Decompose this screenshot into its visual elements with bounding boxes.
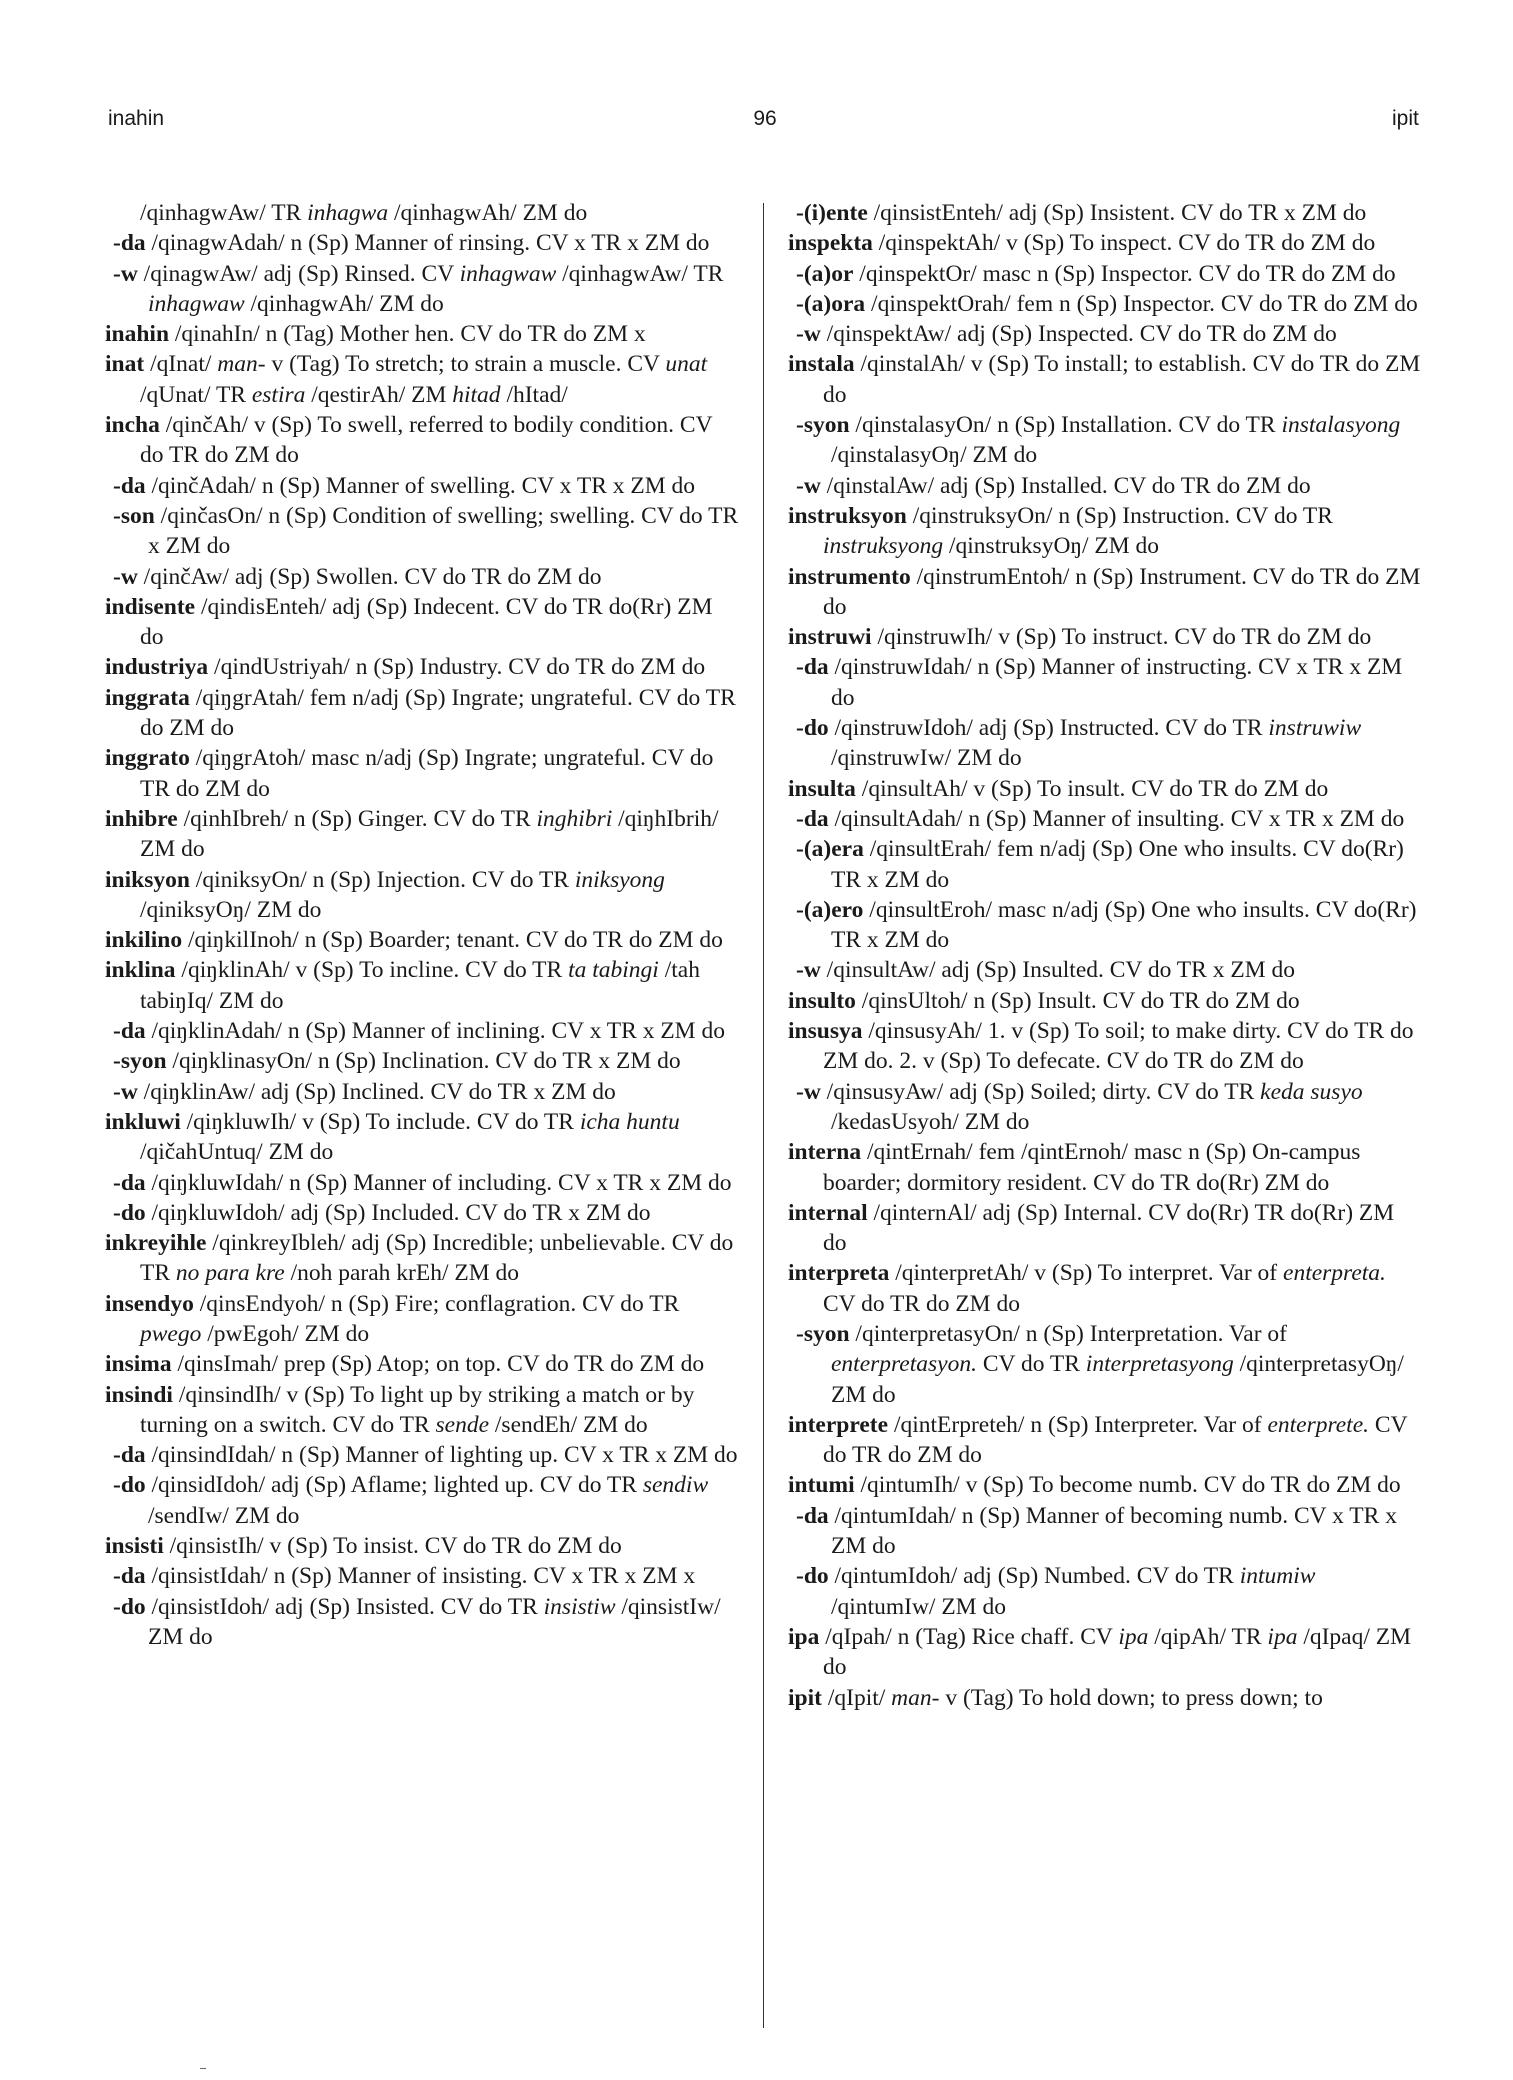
headword: interprete xyxy=(788,1411,889,1438)
definition-text: /qinsistIh/ v (Sp) To insist. CV do TR do ZM do xyxy=(163,1533,622,1560)
definition-text: /qinagwAdah/ n (Sp) Manner of rinsing. CV x TR x ZM do xyxy=(145,230,710,257)
definition-text: /sendIw/ ZM do xyxy=(148,1502,300,1529)
definition-text: /qinstalAw/ adj (Sp) Installed. CV do TR do ZM do xyxy=(820,472,1311,499)
headword: -w xyxy=(796,472,821,499)
definition-text: /qinspektOrah/ fem n (Sp) Inspector. CV do TR do ZM do xyxy=(865,290,1418,317)
dictionary-subentry xyxy=(105,1046,740,1076)
definition-text: /qinsEndyoh/ n (Sp) Fire; conflagration. CV do TR xyxy=(193,1290,680,1317)
definition-text: /qiŋhIbrih/ ZM do xyxy=(140,805,719,863)
cognate-form: ta tabingi xyxy=(568,957,659,984)
dictionary-subentry xyxy=(105,228,740,258)
definition-text: /qindisEnteh/ adj (Sp) Indecent. CV do TR do(Rr) ZM do xyxy=(140,593,713,651)
definition-text: /qinčAh/ v (Sp) To swell, referred to bodily condition. CV do TR do ZM do xyxy=(140,412,713,469)
dictionary-entry xyxy=(788,1410,1423,1471)
definition-text: /qinsistIw/ ZM do xyxy=(148,1593,721,1650)
dictionary-entry xyxy=(105,652,740,682)
dictionary-entry xyxy=(788,1622,1423,1683)
dictionary-entry xyxy=(788,228,1423,258)
dictionary-entry xyxy=(788,774,1423,804)
definition-text: /qiŋkilInoh/ n (Sp) Boarder; tenant. CV do TR do ZM do xyxy=(182,927,723,954)
dictionary-entry xyxy=(788,1137,1423,1198)
definition-text: /qinsultErah/ fem n/adj (Sp) One who insults. CV do(Rr) TR x ZM do xyxy=(831,836,1404,893)
headword: instala xyxy=(788,351,855,378)
headword: -da xyxy=(113,1442,146,1469)
definition-text: /qinterpretasyOn/ n (Sp) Interpretation. Var of xyxy=(849,1320,1288,1347)
headword: -syon xyxy=(796,1320,850,1347)
cognate-form: insistiw xyxy=(543,1593,616,1620)
definition-text: /qinspektAw/ adj (Sp) Inspected. CV do TR do ZM do xyxy=(820,321,1337,348)
dictionary-subentry xyxy=(788,834,1423,895)
cognate-form: hitad xyxy=(452,381,501,408)
headword: -(a)ora xyxy=(796,290,866,317)
definition-text: /qestirAh/ ZM xyxy=(305,381,453,408)
definition-text: /tah tabiŋIq/ ZM do xyxy=(140,957,700,1014)
definition-text: /qinterpretAh/ v (Sp) To interpret. Var of xyxy=(889,1260,1284,1287)
dictionary-entry xyxy=(788,1016,1423,1077)
definition-text: /qinčasOn/ n (Sp) Condition of swelling; swelling. CV do TR x ZM do xyxy=(148,502,739,560)
headword: insima xyxy=(105,1351,172,1378)
dictionary-entry xyxy=(105,349,740,410)
headword: interpreta xyxy=(788,1260,890,1287)
dictionary-subentry xyxy=(788,471,1423,501)
dictionary-subentry xyxy=(105,1168,740,1198)
headword: -do xyxy=(113,1472,146,1499)
headword: internal xyxy=(788,1199,868,1226)
definition-text: /qičahUntuq/ ZM do xyxy=(140,1139,334,1166)
headword: -do xyxy=(796,715,829,742)
dictionary-entry xyxy=(788,501,1423,562)
headword: -w xyxy=(113,260,138,287)
cognate-form: inhagwaw xyxy=(459,260,557,287)
headword: inkreyihle xyxy=(105,1230,207,1257)
headword: inahin xyxy=(105,321,170,348)
headword: -w xyxy=(113,563,138,590)
definition-text: /noh parah krEh/ ZM do xyxy=(284,1260,519,1287)
headword: insulto xyxy=(788,987,856,1014)
headword: industriya xyxy=(105,654,209,681)
cognate-form: iniksyong xyxy=(574,866,665,893)
left-column xyxy=(105,198,740,1652)
cognate-form: inghibri xyxy=(536,805,613,832)
dictionary-entry xyxy=(105,865,740,926)
headword: inhibre xyxy=(105,805,178,832)
definition-text: /qinsusyAw/ adj (Sp) Soiled; dirty. CV do TR xyxy=(820,1078,1261,1105)
headword: -da xyxy=(796,654,829,681)
dictionary-subentry xyxy=(105,1440,740,1470)
definition-text: /qinsindIh/ v (Sp) To light up by striking a match or by turning on a switch. CV do TR xyxy=(140,1381,695,1438)
cognate-form: intumiw xyxy=(1239,1563,1316,1590)
definition-text: /qiniksyOŋ/ ZM do xyxy=(140,896,322,923)
dictionary-subentry xyxy=(788,319,1423,349)
cognate-form: unat xyxy=(665,351,708,378)
definition-text: /qiŋklinAh/ v (Sp) To incline. CV do TR xyxy=(175,957,569,984)
cognate-form: man- xyxy=(891,1684,940,1711)
footer-mark xyxy=(200,2068,206,2069)
dictionary-subentry xyxy=(105,1470,740,1531)
cognate-form: ipa xyxy=(1267,1623,1298,1650)
dictionary-subentry xyxy=(788,1319,1423,1410)
cognate-form: enterpreta. xyxy=(1283,1260,1386,1287)
definition-text: /qintumIdah/ n (Sp) Manner of becoming numb. CV x TR x ZM do xyxy=(828,1502,1397,1560)
definition-text: /qinspektAh/ v (Sp) To inspect. CV do TR do ZM do xyxy=(872,230,1376,257)
definition-text: /qinstruksyOn/ n (Sp) Instruction. CV do TR xyxy=(906,502,1333,529)
headword: -w xyxy=(113,1078,138,1105)
dictionary-entry xyxy=(105,1107,740,1168)
dictionary-entry xyxy=(105,592,740,653)
dictionary-entry xyxy=(105,1380,740,1441)
dictionary-subentry xyxy=(105,501,740,562)
dictionary-subentry xyxy=(105,198,740,228)
definition-text: /qinterpretasyOŋ/ ZM do xyxy=(831,1351,1404,1408)
definition-text: /qiniksyOn/ n (Sp) Injection. CV do TR xyxy=(189,866,575,893)
headword: insisti xyxy=(105,1533,164,1560)
headword: -da xyxy=(113,1563,146,1590)
definition-text: /qUnat/ TR xyxy=(140,381,252,408)
dictionary-entry xyxy=(788,349,1423,410)
dictionary-subentry xyxy=(788,895,1423,956)
dictionary-entry xyxy=(788,1683,1423,1713)
headword: -da xyxy=(113,1169,146,1196)
definition-text: /qiŋkluwIdah/ n (Sp) Manner of including. CV x TR x ZM do xyxy=(145,1169,732,1196)
headword: -(a)era xyxy=(796,836,864,863)
definition-text: /qinhagwAh/ ZM do xyxy=(244,290,444,317)
definition-text: /qinstruwIdah/ n (Sp) Manner of instructing. CV x TR x ZM do xyxy=(828,654,1403,711)
dictionary-entry xyxy=(105,319,740,349)
definition-text: /qindUstriyah/ n (Sp) Industry. CV do TR do ZM do xyxy=(208,654,706,681)
dictionary-subentry xyxy=(788,198,1423,228)
definition-text: /qinstrumEntoh/ n (Sp) Instrument. CV do TR do ZM do xyxy=(823,563,1421,620)
cognate-form: enterprete. xyxy=(1267,1411,1370,1438)
dictionary-entry xyxy=(105,743,740,804)
headword: iniksyon xyxy=(105,866,190,893)
cognate-form: enterpretasyon. xyxy=(831,1351,977,1378)
definition-text: /qinagwAw/ adj (Sp) Rinsed. CV xyxy=(137,260,460,287)
cognate-form: instalasyong xyxy=(1281,412,1401,439)
definition-text: /qiŋgrAtoh/ masc n/adj (Sp) Ingrate; ungrateful. CV do TR do ZM do xyxy=(140,745,714,802)
definition-text: /qiŋkluwIh/ v (Sp) To include. CV do TR xyxy=(180,1108,580,1135)
dictionary-entry xyxy=(105,1289,740,1350)
definition-text: /qinsultAw/ adj (Sp) Insulted. CV do TR x ZM do xyxy=(820,957,1295,984)
definition-text: /qinstruksyOŋ/ ZM do xyxy=(943,533,1160,560)
definition-text: CV do TR do ZM do xyxy=(823,1411,1408,1469)
definition-text: /qinsistIdoh/ adj (Sp) Insisted. CV do TR xyxy=(145,1593,544,1620)
definition-text: v (Tag) To stretch; to strain a muscle. CV xyxy=(265,351,666,378)
definition-text: /qIpah/ n (Tag) Rice chaff. CV xyxy=(819,1623,1119,1650)
dictionary-entry xyxy=(105,1349,740,1379)
cognate-form: sende xyxy=(435,1411,490,1438)
running-head-left: inahin xyxy=(108,107,165,130)
definition-text: /qiŋklinasyOn/ n (Sp) Inclination. CV do TR x ZM do xyxy=(166,1048,681,1075)
definition-text: /qinsindIdah/ n (Sp) Manner of lighting up. CV x TR x ZM do xyxy=(145,1442,738,1469)
dictionary-entry xyxy=(105,955,740,1016)
dictionary-entry xyxy=(788,1198,1423,1259)
definition-text: /qinsultAh/ v (Sp) To insult. CV do TR do ZM do xyxy=(855,775,1329,802)
definition-text: /qintumIw/ ZM do xyxy=(831,1593,1006,1620)
headword: -da xyxy=(113,230,146,257)
definition-text: /qinkreyIbleh/ adj (Sp) Incredible; unbelievable. CV do TR xyxy=(140,1230,734,1287)
headword: inspekta xyxy=(788,230,873,257)
definition-text: CV do TR do ZM do xyxy=(823,1290,1020,1317)
definition-text: /sendEh/ ZM do xyxy=(489,1411,648,1438)
cognate-form: icha huntu xyxy=(579,1108,680,1135)
dictionary-entry xyxy=(105,1228,740,1289)
headword: ipit xyxy=(788,1684,822,1711)
headword: interna xyxy=(788,1139,862,1166)
cognate-form: inhagwa xyxy=(307,200,389,226)
dictionary-subentry xyxy=(788,1077,1423,1138)
headword: intumi xyxy=(788,1472,855,1499)
definition-text: /qinsidIdoh/ adj (Sp) Aflame; lighted up. CV do TR xyxy=(145,1472,643,1499)
cognate-form: no para kre xyxy=(175,1260,285,1287)
cognate-form: pwego xyxy=(140,1320,202,1347)
definition-text: /qinstruwIw/ ZM do xyxy=(831,745,1022,772)
dictionary-subentry xyxy=(105,1016,740,1046)
headword: instruksyon xyxy=(788,502,907,529)
headword: ipa xyxy=(788,1623,820,1650)
definition-text: /qinhagwAh/ ZM do xyxy=(388,200,588,226)
headword: inklina xyxy=(105,957,176,984)
definition-text: /qiŋklinAdah/ n (Sp) Manner of inclining. CV x TR x ZM do xyxy=(145,1018,725,1045)
cognate-form: interpretasyong xyxy=(1085,1351,1234,1378)
page-number: 96 xyxy=(753,107,777,130)
dictionary-subentry xyxy=(788,1501,1423,1562)
dictionary-subentry xyxy=(788,259,1423,289)
headword: inat xyxy=(105,351,145,378)
dictionary-entry xyxy=(788,1470,1423,1500)
dictionary-subentry xyxy=(788,804,1423,834)
definition-text: /qinsistIdah/ n (Sp) Manner of insisting. CV x TR x ZM x xyxy=(145,1563,696,1590)
headword: -da xyxy=(796,1502,829,1529)
cognate-form: sendiw xyxy=(642,1472,709,1499)
definition-text: /qIpit/ xyxy=(821,1684,892,1711)
definition-text: /qinternAl/ adj (Sp) Internal. CV do(Rr) TR do(Rr) ZM do xyxy=(823,1199,1395,1257)
definition-text: /qinstalasyOŋ/ ZM do xyxy=(831,442,1038,469)
dictionary-entry xyxy=(105,410,740,471)
definition-text: /hItad/ xyxy=(500,381,568,408)
headword: -w xyxy=(796,1078,821,1105)
dictionary-entry xyxy=(105,1531,740,1561)
headword: -(a)or xyxy=(796,260,854,287)
definition-text: /qintumIh/ v (Sp) To become numb. CV do TR do ZM do xyxy=(854,1472,1401,1499)
dictionary-subentry xyxy=(105,259,740,320)
definition-text: CV do TR xyxy=(976,1351,1086,1378)
definition-text: /qiŋgrAtah/ fem n/adj (Sp) Ingrate; ungrateful. CV do TR do ZM do xyxy=(140,684,736,742)
dictionary-subentry xyxy=(105,562,740,592)
dictionary-entry xyxy=(788,1258,1423,1319)
dictionary-subentry xyxy=(788,410,1423,471)
headword: inkilino xyxy=(105,927,183,954)
column-divider xyxy=(763,203,764,2028)
definition-text: v (Tag) To hold down; to press down; to xyxy=(939,1684,1323,1711)
dictionary-entry xyxy=(105,925,740,955)
headword: -(a)ero xyxy=(796,896,864,923)
headword: -da xyxy=(113,472,146,499)
definition-text: /qinsusyAh/ 1. v (Sp) To soil; to make dirty. CV do TR do ZM do. 2. v (Sp) To defecate. CV do TR do ZM do xyxy=(823,1018,1414,1075)
headword: -son xyxy=(113,502,155,529)
dictionary-subentry xyxy=(788,1561,1423,1622)
headword: incha xyxy=(105,412,160,439)
definition-text: /qinčAdah/ n (Sp) Manner of swelling. CV x TR x ZM do xyxy=(145,472,696,499)
dictionary-subentry xyxy=(105,1561,740,1591)
dictionary-subentry xyxy=(788,955,1423,985)
definition-text: /qinsistEnteh/ adj (Sp) Insistent. CV do TR x ZM do xyxy=(867,200,1367,226)
headword: -w xyxy=(796,321,821,348)
headword: inggrata xyxy=(105,684,190,711)
dictionary-subentry xyxy=(105,1198,740,1228)
definition-text: /qinsultAdah/ n (Sp) Manner of insulting. CV x TR x ZM do xyxy=(828,805,1405,832)
headword: indisente xyxy=(105,593,196,620)
headword: -syon xyxy=(113,1048,167,1075)
headword: insusya xyxy=(788,1018,863,1045)
definition-text: /qinstruwIdoh/ adj (Sp) Instructed. CV do TR xyxy=(828,715,1269,742)
headword: -do xyxy=(796,1563,829,1590)
definition-text: /qinstruwIh/ v (Sp) To instruct. CV do TR do ZM do xyxy=(871,624,1372,651)
definition-text: /kedasUsyoh/ ZM do xyxy=(831,1108,1030,1135)
dictionary-entry xyxy=(105,804,740,865)
headword: -do xyxy=(113,1593,146,1620)
definition-text: /qinstalasyOn/ n (Sp) Installation. CV do TR xyxy=(849,412,1282,439)
cognate-form: keda susyo xyxy=(1260,1078,1363,1105)
definition-text: /qinsImah/ prep (Sp) Atop; on top. CV do TR do ZM do xyxy=(171,1351,705,1378)
headword: inkluwi xyxy=(105,1108,181,1135)
definition-text: /qinsultEroh/ masc n/adj (Sp) One who insults. CV do(Rr) TR x ZM do xyxy=(831,896,1417,954)
headword: insulta xyxy=(788,775,856,802)
definition-text: /qinspektOr/ masc n (Sp) Inspector. CV do TR do ZM do xyxy=(853,260,1396,287)
cognate-form: inhagwaw xyxy=(148,290,245,317)
headword: inggrato xyxy=(105,745,190,772)
dictionary-subentry xyxy=(105,1592,740,1653)
definition-text: /qInat/ xyxy=(144,351,218,378)
headword: instrumento xyxy=(788,563,911,590)
cognate-form: man- xyxy=(217,351,266,378)
headword: -w xyxy=(796,957,821,984)
headword: -(i)ente xyxy=(796,200,868,226)
right-column xyxy=(788,198,1423,1713)
headword: instruwi xyxy=(788,624,872,651)
dictionary-entry xyxy=(788,622,1423,652)
definition-text: /qintErpreteh/ n (Sp) Interpreter. Var of xyxy=(888,1411,1268,1438)
headword: insindi xyxy=(105,1381,173,1408)
headword: -da xyxy=(113,1018,146,1045)
definition-text: /qinsUltoh/ n (Sp) Insult. CV do TR do ZM do xyxy=(855,987,1300,1014)
cognate-form: instruksyong xyxy=(823,533,944,560)
cognate-form: estira xyxy=(251,381,306,408)
definition-text: /qIpaq/ ZM do xyxy=(823,1623,1412,1681)
dictionary-entry xyxy=(105,683,740,744)
definition-text: /qipAh/ TR xyxy=(1148,1623,1268,1650)
dictionary-entry xyxy=(788,986,1423,1016)
definition-text: /qinstalAh/ v (Sp) To install; to establish. CV do TR do ZM do xyxy=(823,351,1421,408)
cognate-form: instruwiw xyxy=(1268,715,1362,742)
definition-text: /qinhIbreh/ n (Sp) Ginger. CV do TR xyxy=(177,805,537,832)
definition-text: /pwEgoh/ ZM do xyxy=(201,1320,370,1347)
definition-text: /qinhagwAw/ TR xyxy=(556,260,724,287)
definition-text: /qinahIn/ n (Tag) Mother hen. CV do TR do ZM x xyxy=(169,321,646,348)
dictionary-subentry xyxy=(105,1077,740,1107)
definition-text: /qiŋklinAw/ adj (Sp) Inclined. CV do TR x ZM do xyxy=(137,1078,616,1105)
definition-text: /qinčAw/ adj (Sp) Swollen. CV do TR do ZM do xyxy=(137,563,602,590)
dictionary-entry xyxy=(788,562,1423,623)
headword: -do xyxy=(113,1199,146,1226)
dictionary-subentry xyxy=(788,289,1423,319)
headword: insendyo xyxy=(105,1290,194,1317)
definition-text: /qintErnah/ fem /qintErnoh/ masc n (Sp) On-campus boarder; dormitory resident. CV do TR do(Rr) ZM do xyxy=(823,1139,1361,1196)
running-head-right: ipit xyxy=(1392,107,1419,130)
headword: -syon xyxy=(796,412,850,439)
dictionary-subentry xyxy=(788,713,1423,774)
cognate-form: ipa xyxy=(1118,1623,1149,1650)
dictionary-subentry xyxy=(788,652,1423,713)
definition-text: /qiŋkluwIdoh/ adj (Sp) Included. CV do TR x ZM do xyxy=(145,1199,651,1226)
definition-text: /qinhagwAw/ TR xyxy=(140,200,308,226)
headword: -da xyxy=(796,805,829,832)
definition-text: /qintumIdoh/ adj (Sp) Numbed. CV do TR xyxy=(828,1563,1240,1590)
dictionary-subentry xyxy=(105,471,740,501)
